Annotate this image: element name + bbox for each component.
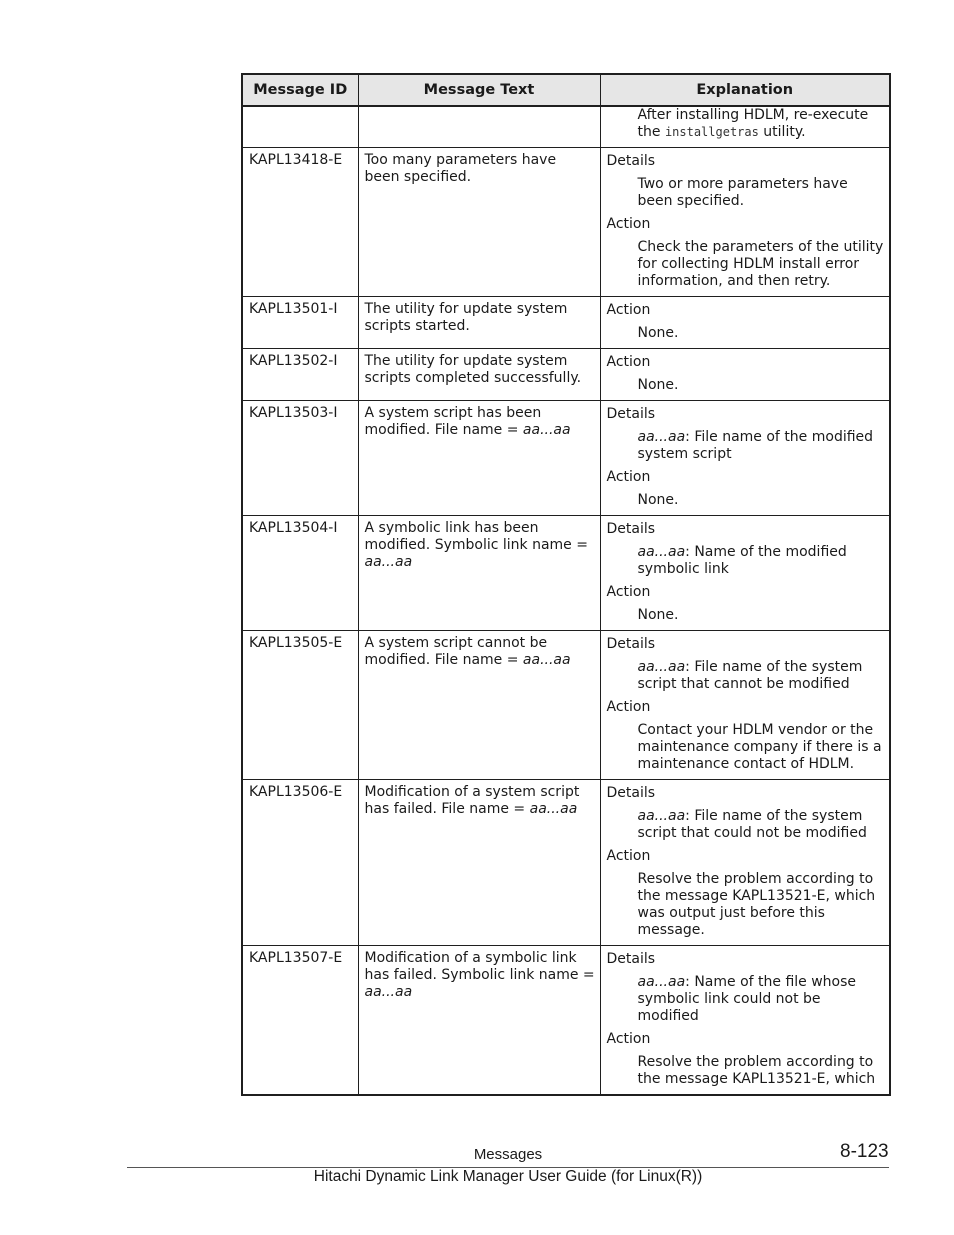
- explanation-section: [607, 848, 886, 939]
- message-text: Too many parameters have been specified.: [364, 152, 557, 185]
- message-id-cell: [242, 401, 358, 516]
- explanation-section-label: Action: [606, 848, 651, 864]
- explanation-section-label: Action: [606, 302, 651, 318]
- explanation-text: Resolve the problem according to the message KAPL13521-E, which was output just before this message.: [637, 871, 876, 938]
- explanation-text: : File name of the system script that cannot be modified: [637, 659, 863, 692]
- header-message-text: Message Text: [358, 74, 600, 106]
- table-row: [242, 401, 890, 516]
- message-text-cell: [358, 780, 600, 946]
- explanation-section-label: Action: [606, 216, 651, 232]
- explanation-section-text: [638, 377, 886, 394]
- explanation-section-text: [638, 871, 886, 939]
- explanation-text: : File name of the modified system script: [637, 429, 874, 462]
- message-id: KAPL13501-I: [249, 301, 338, 317]
- explanation-section: [607, 469, 886, 509]
- explanation-text: Two or more parameters have been specified.: [637, 176, 848, 209]
- table-row: [242, 946, 890, 1096]
- footer-document-title: Hitachi Dynamic Link Manager User Guide (for Linux(R)): [313, 1168, 703, 1185]
- utility-command-code: installgetras: [664, 125, 759, 139]
- explanation-section: [607, 699, 886, 773]
- message-id-cell: [242, 946, 358, 1096]
- message-id: KAPL13507-E: [249, 950, 343, 966]
- message-text-cell: [358, 401, 600, 516]
- explanation-section-text: [638, 808, 886, 842]
- message-text: The utility for update system scripts completed successfully.: [364, 353, 582, 386]
- explanation-variable: aa...aa: [637, 808, 686, 824]
- explanation-section-text: [638, 1054, 886, 1088]
- explanation-section: [607, 354, 886, 394]
- table-row: [242, 349, 890, 401]
- table-row: [242, 631, 890, 780]
- message-text-cell: [358, 631, 600, 780]
- table-row: [242, 516, 890, 631]
- message-text-cell: [358, 297, 600, 349]
- explanation-section-label: Details: [606, 521, 656, 537]
- message-id: KAPL13502-I: [249, 353, 338, 369]
- explanation-section: [607, 951, 886, 1025]
- explanation-section: [607, 785, 886, 842]
- explanation-text: None.: [637, 377, 679, 393]
- message-id-cell: [242, 631, 358, 780]
- message-id: KAPL13503-I: [249, 405, 338, 421]
- explanation-section-label: Details: [606, 406, 656, 422]
- message-id-cell: [242, 106, 358, 148]
- explanation-section: [607, 406, 886, 463]
- explanation-section: [607, 1031, 886, 1088]
- message-id-cell: [242, 349, 358, 401]
- message-text-cell: [358, 148, 600, 297]
- page-number: 8-123: [840, 1141, 889, 1162]
- table-row-continued: [242, 106, 890, 148]
- explanation-text: : File name of the system script that could not be modified: [637, 808, 867, 841]
- explanation-section: [607, 216, 886, 290]
- explanation-cell: [600, 946, 890, 1096]
- message-id-cell: [242, 148, 358, 297]
- explanation-section-text: [638, 325, 886, 342]
- header-message-id: Message ID: [242, 74, 358, 106]
- table-row: [242, 148, 890, 297]
- explanation-section-label: Details: [606, 951, 656, 967]
- message-text: A system script cannot be modified. File name =: [364, 635, 548, 668]
- message-id-cell: [242, 516, 358, 631]
- message-id: KAPL13506-E: [249, 784, 343, 800]
- explanation-text: : Name of the file whose symbolic link could not be modified: [637, 974, 857, 1024]
- message-text-variable: aa...aa: [529, 801, 578, 817]
- explanation-section: [607, 302, 886, 342]
- message-text: The utility for update system scripts started.: [364, 301, 568, 334]
- message-text-cell: [358, 516, 600, 631]
- table-row: [242, 297, 890, 349]
- message-text: Modification of a symbolic link has failed. Symbolic link name =: [364, 950, 595, 983]
- continued-explanation: [638, 107, 886, 141]
- explanation-variable: aa...aa: [637, 974, 686, 990]
- explanation-section-text: [638, 492, 886, 509]
- continued-text-before: After installing HDLM, re-execute the: [637, 107, 869, 140]
- message-text-cell: [358, 349, 600, 401]
- explanation-text: None.: [637, 325, 679, 341]
- explanation-section-label: Action: [606, 469, 651, 485]
- explanation-cell: [600, 148, 890, 297]
- explanation-text: Check the parameters of the utility for collecting HDLM install error information, and then retry.: [637, 239, 884, 289]
- message-text-variable: aa...aa: [364, 984, 413, 1000]
- header-row: [242, 74, 890, 106]
- explanation-section-text: [638, 544, 886, 578]
- explanation-text: : Name of the modified symbolic link: [637, 544, 847, 577]
- message-text: A symbolic link has been modified. Symbolic link name =: [364, 520, 588, 553]
- message-text-variable: aa...aa: [364, 554, 413, 570]
- message-id-cell: [242, 780, 358, 946]
- explanation-cell: [600, 297, 890, 349]
- explanation-section-label: Details: [606, 636, 656, 652]
- explanation-cell: [600, 401, 890, 516]
- explanation-section-text: [638, 722, 886, 773]
- explanation-section: [607, 153, 886, 210]
- message-id: KAPL13418-E: [249, 152, 343, 168]
- explanation-text: None.: [637, 607, 679, 623]
- explanation-section-text: [638, 607, 886, 624]
- explanation-section: [607, 584, 886, 624]
- message-text-cell: [358, 106, 600, 148]
- message-text-variable: aa...aa: [522, 422, 571, 438]
- explanation-cell: [600, 780, 890, 946]
- message-text: A system script has been modified. File name =: [364, 405, 542, 438]
- explanation-section-label: Action: [606, 584, 651, 600]
- explanation-section-text: [638, 239, 886, 290]
- continued-text-after: utility.: [758, 124, 806, 140]
- explanation-variable: aa...aa: [637, 429, 686, 445]
- message-text-cell: [358, 946, 600, 1096]
- message-id: KAPL13504-I: [249, 520, 338, 536]
- explanation-section-text: [638, 429, 886, 463]
- message-text: Modification of a system script has failed. File name =: [364, 784, 580, 817]
- explanation-section: [607, 636, 886, 693]
- explanation-section-label: Details: [606, 153, 656, 169]
- explanation-variable: aa...aa: [637, 659, 686, 675]
- explanation-section-label: Action: [606, 1031, 651, 1047]
- message-table: [241, 73, 891, 1096]
- explanation-section-text: [638, 659, 886, 693]
- explanation-cell: [600, 106, 890, 148]
- explanation-section: [607, 521, 886, 578]
- explanation-section-label: Action: [606, 354, 651, 370]
- message-text-variable: aa...aa: [522, 652, 571, 668]
- explanation-cell: [600, 631, 890, 780]
- explanation-text: None.: [637, 492, 679, 508]
- message-id: KAPL13505-E: [249, 635, 343, 651]
- header-explanation: Explanation: [600, 74, 890, 106]
- explanation-section-text: [638, 176, 886, 210]
- explanation-section-label: Details: [606, 785, 656, 801]
- explanation-section-label: Action: [606, 699, 651, 715]
- explanation-cell: [600, 349, 890, 401]
- explanation-text: Contact your HDLM vendor or the maintenance company if there is a maintenance contact of HDLM.: [637, 722, 882, 772]
- message-id-cell: [242, 297, 358, 349]
- explanation-section-text: [638, 974, 886, 1025]
- table-row: [242, 780, 890, 946]
- explanation-variable: aa...aa: [637, 544, 686, 560]
- explanation-cell: [600, 516, 890, 631]
- footer-section-title: Messages: [473, 1146, 543, 1163]
- explanation-text: Resolve the problem according to the message KAPL13521-E, which: [637, 1054, 876, 1087]
